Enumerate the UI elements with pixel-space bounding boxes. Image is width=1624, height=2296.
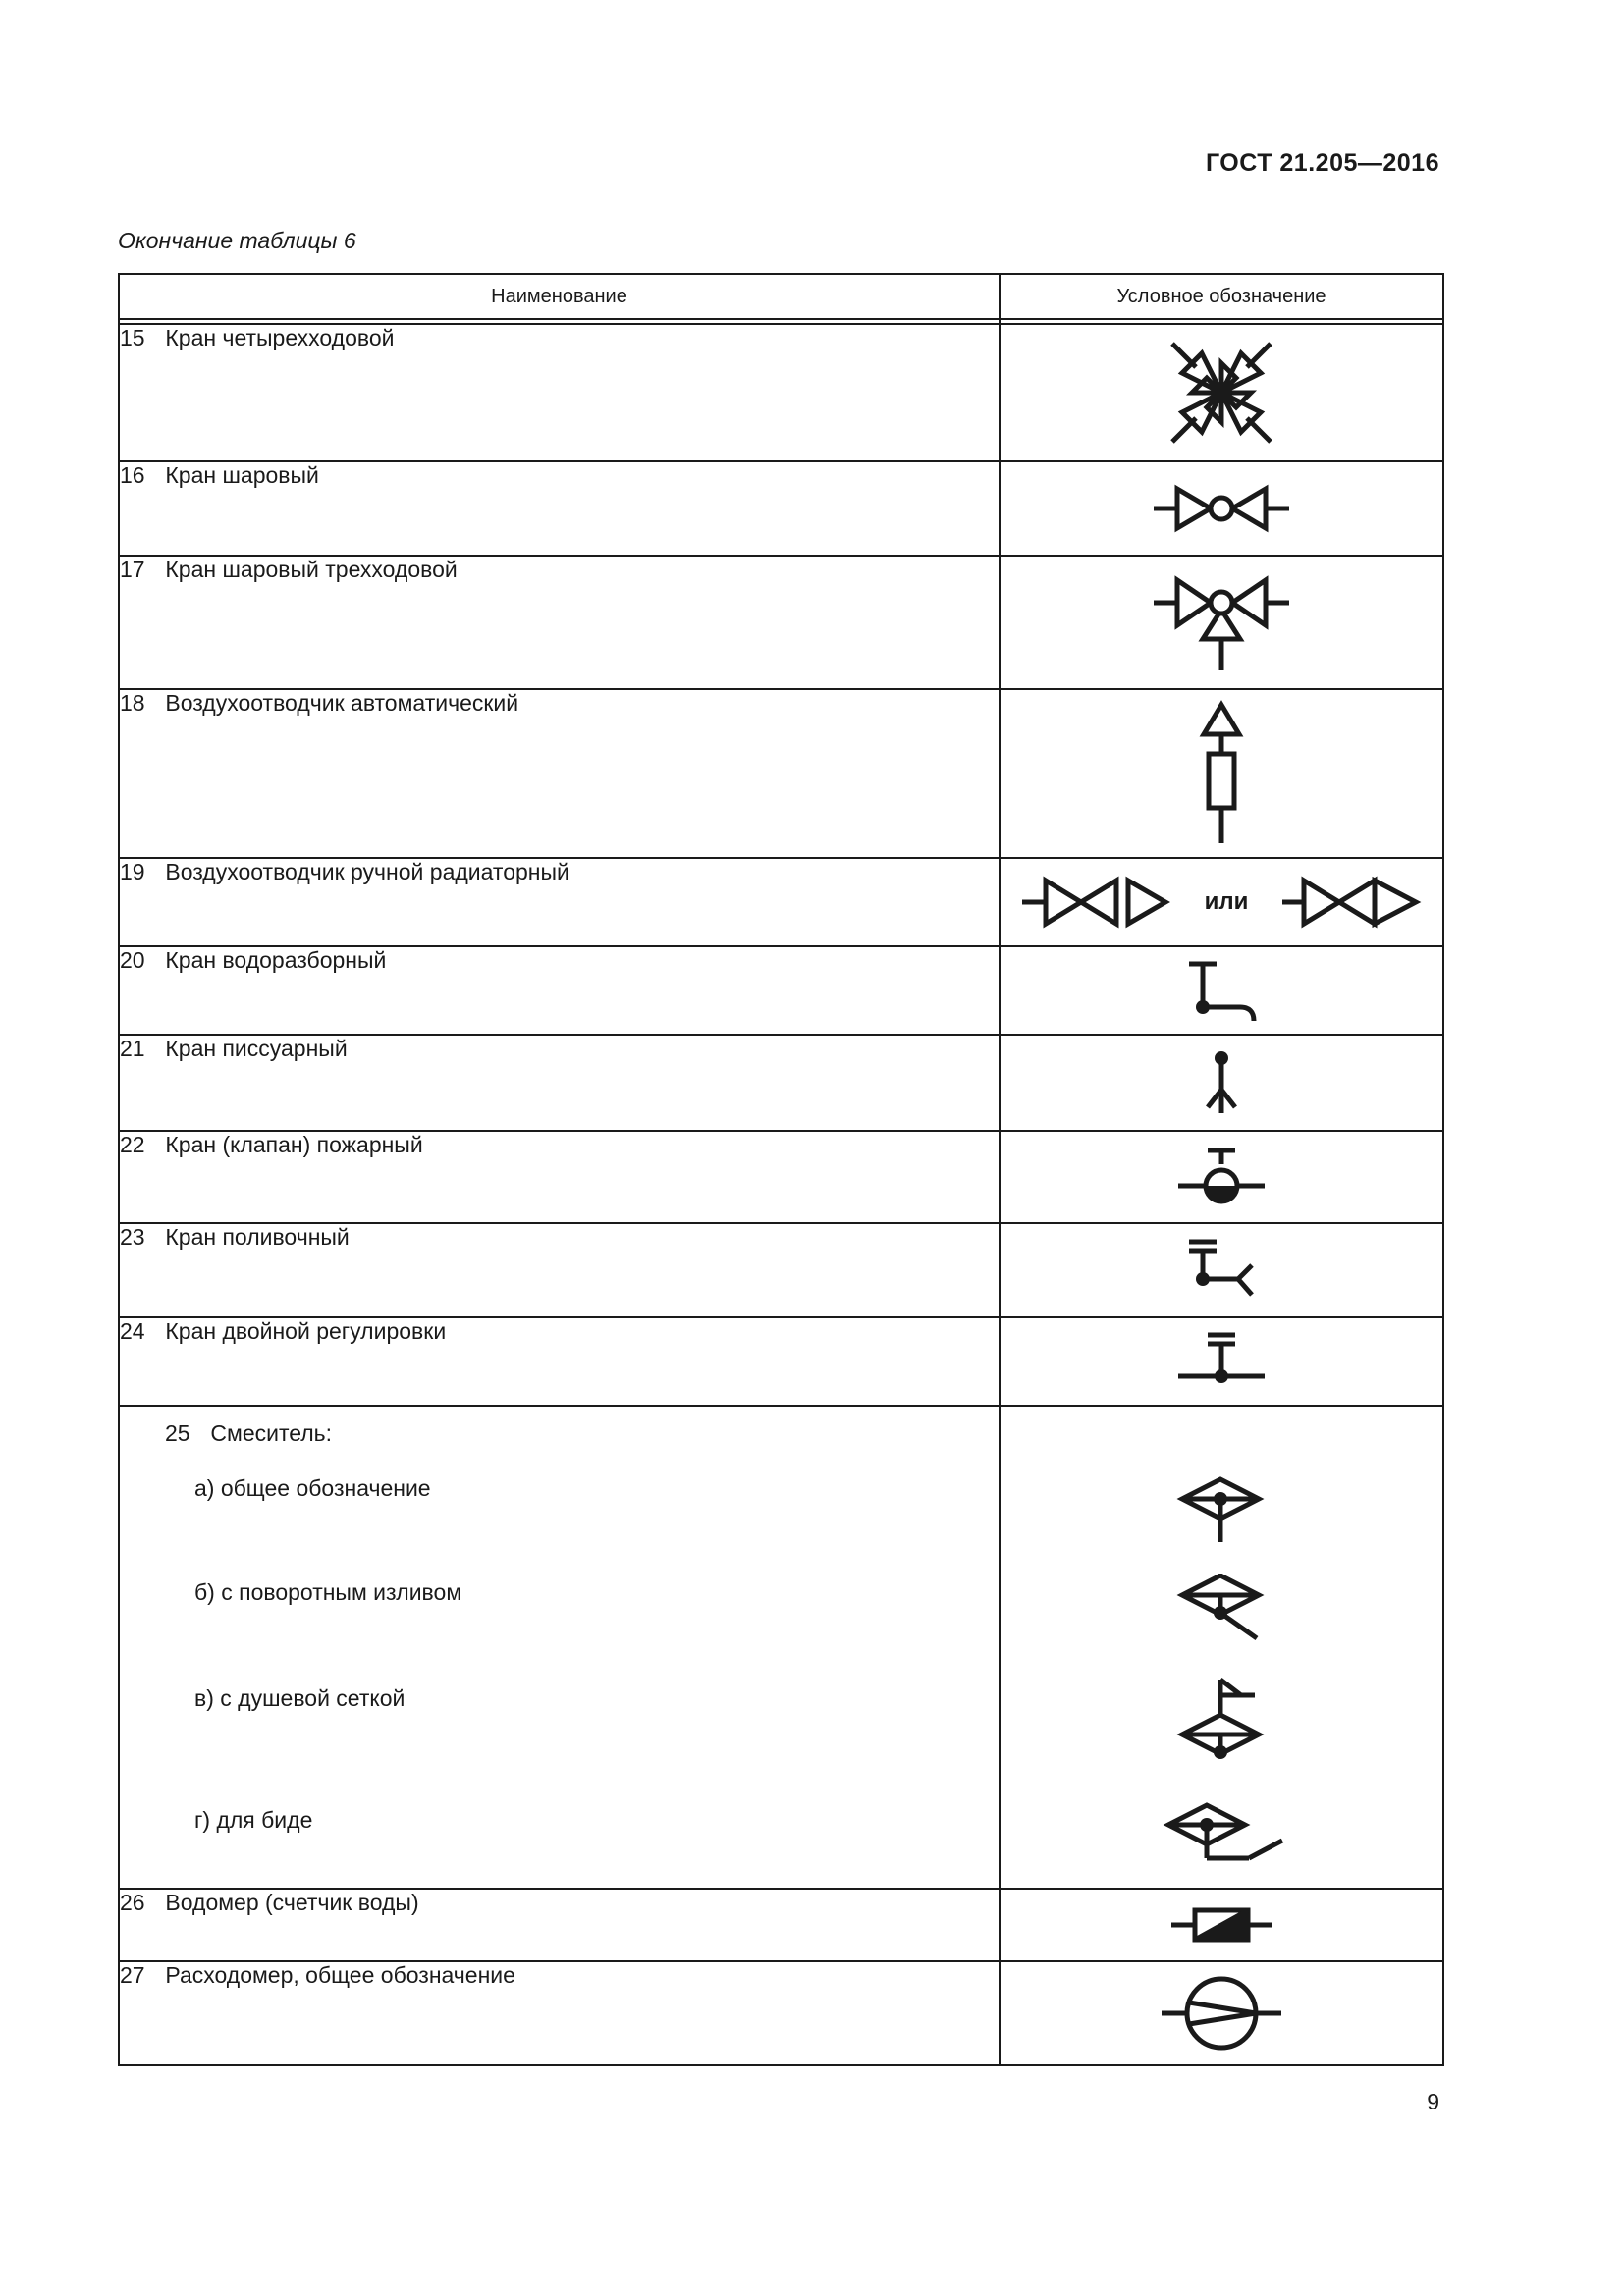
subitem-label: б) с поворотным изливом [194,1579,462,1605]
row-symbol-cell [1000,1406,1443,1889]
row-name-cell [119,858,1000,946]
table-header-row [119,274,1443,319]
row-name: Кран поливочный [165,1224,350,1250]
row-number: 16 [120,462,145,488]
subitem-label: а) общее обозначение [194,1475,431,1501]
row-number: 20 [120,947,145,973]
row-symbol-cell [1000,556,1443,689]
row-name: Смеситель: [210,1420,333,1446]
three-way-ball-valve-icon [1148,568,1295,676]
row-symbol-cell [1000,946,1443,1035]
row-name-cell [119,1223,1000,1317]
row-name: Кран водоразборный [165,947,387,973]
row-number: 27 [120,1962,145,1988]
row-name-cell [119,1961,1000,2065]
row-name: Кран четырехходовой [165,325,395,350]
row-name: Кран двойной регулировки [165,1318,447,1344]
row-name-cell [119,1131,1000,1223]
table-row [119,1035,1443,1131]
table-row [119,1961,1443,2065]
urinal-valve-icon [1192,1048,1251,1117]
row-number: 26 [120,1890,145,1915]
row-number: 23 [120,1224,145,1250]
row-name-cell [119,689,1000,858]
table-caption: Окончание таблицы 6 [118,228,356,253]
table-row [119,1317,1443,1406]
row-name: Кран писсуарный [165,1036,348,1061]
row-name-cell [119,324,1000,461]
subitem-label: в) с душевой сеткой [194,1685,406,1711]
row-symbol-cell [1000,1223,1443,1317]
row-name: Водомер (счетчик воды) [165,1890,419,1915]
page-number: 9 [1427,2089,1439,2114]
table-row [119,1406,1443,1889]
irrigation-valve-icon [1177,1236,1266,1305]
row-name-cell [119,556,1000,689]
subitem-label: г) для биде [194,1807,313,1833]
row-name: Кран шаровый [165,462,319,488]
row-number: 18 [120,690,145,716]
row-name-cell [119,946,1000,1035]
mixer-general-icon [1176,1468,1265,1546]
table-row [119,689,1443,858]
manual-radiator-air-vent-icon [1020,873,1172,932]
row-name: Кран (клапан) пожарный [165,1132,423,1157]
row-symbol-cell [1000,461,1443,556]
row-symbol-cell [1000,689,1443,858]
table-row [119,946,1443,1035]
row-number: 15 [120,325,145,350]
row-symbol-cell [1000,1889,1443,1961]
symbols-table [118,273,1444,2066]
table-row [119,1131,1443,1223]
four-way-valve-icon [1163,334,1280,452]
fire-valve-icon [1172,1143,1271,1211]
table-row [119,1223,1443,1317]
row-number: 17 [120,557,145,582]
ball-valve-icon [1148,474,1295,543]
document-code: ГОСТ 21.205—2016 [1205,149,1439,177]
column-header-name: Наименование [119,274,1000,319]
water-meter-icon [1167,1900,1275,1949]
row-name-cell [119,1889,1000,1961]
row-symbol-cell [1000,858,1443,946]
row-symbol-cell [1000,1961,1443,2065]
water-tap-icon [1177,956,1266,1025]
row-symbol-cell [1000,1131,1443,1223]
row-name: Воздухоотводчик автоматический [165,690,519,716]
double-control-valve-icon [1172,1327,1271,1396]
row-name: Кран шаровый трехходовой [165,557,458,582]
row-number: 24 [120,1318,145,1344]
row-number: 22 [120,1132,145,1157]
row-symbol-cell [1000,1035,1443,1131]
row-name-cell [119,1317,1000,1406]
mixer-swivel-spout-icon [1176,1574,1265,1652]
flow-meter-icon [1158,1969,1285,2057]
manual-radiator-air-vent-alt-icon [1280,873,1423,932]
table-row [119,556,1443,689]
column-header-symbol: Условное обозначение [1000,274,1443,319]
row-number: 21 [120,1036,145,1061]
row-name: Воздухоотводчик ручной радиаторный [165,859,569,884]
row-number: 25 [165,1420,190,1446]
table-row [119,324,1443,461]
table-row [119,1889,1443,1961]
row-number: 19 [120,859,145,884]
mixer-shower-head-icon [1176,1674,1265,1772]
row-name: Расходомер, общее обозначение [165,1962,515,1988]
row-name-cell [119,1406,1000,1889]
table-row [119,461,1443,556]
row-symbol-cell [1000,1317,1443,1406]
row-name-cell [119,461,1000,556]
auto-air-vent-icon [1182,700,1261,847]
or-word: или [1204,888,1249,915]
table-row [119,858,1443,946]
row-name-cell [119,1035,1000,1131]
row-symbol-cell [1000,324,1443,461]
mixer-bidet-icon [1163,1797,1290,1876]
